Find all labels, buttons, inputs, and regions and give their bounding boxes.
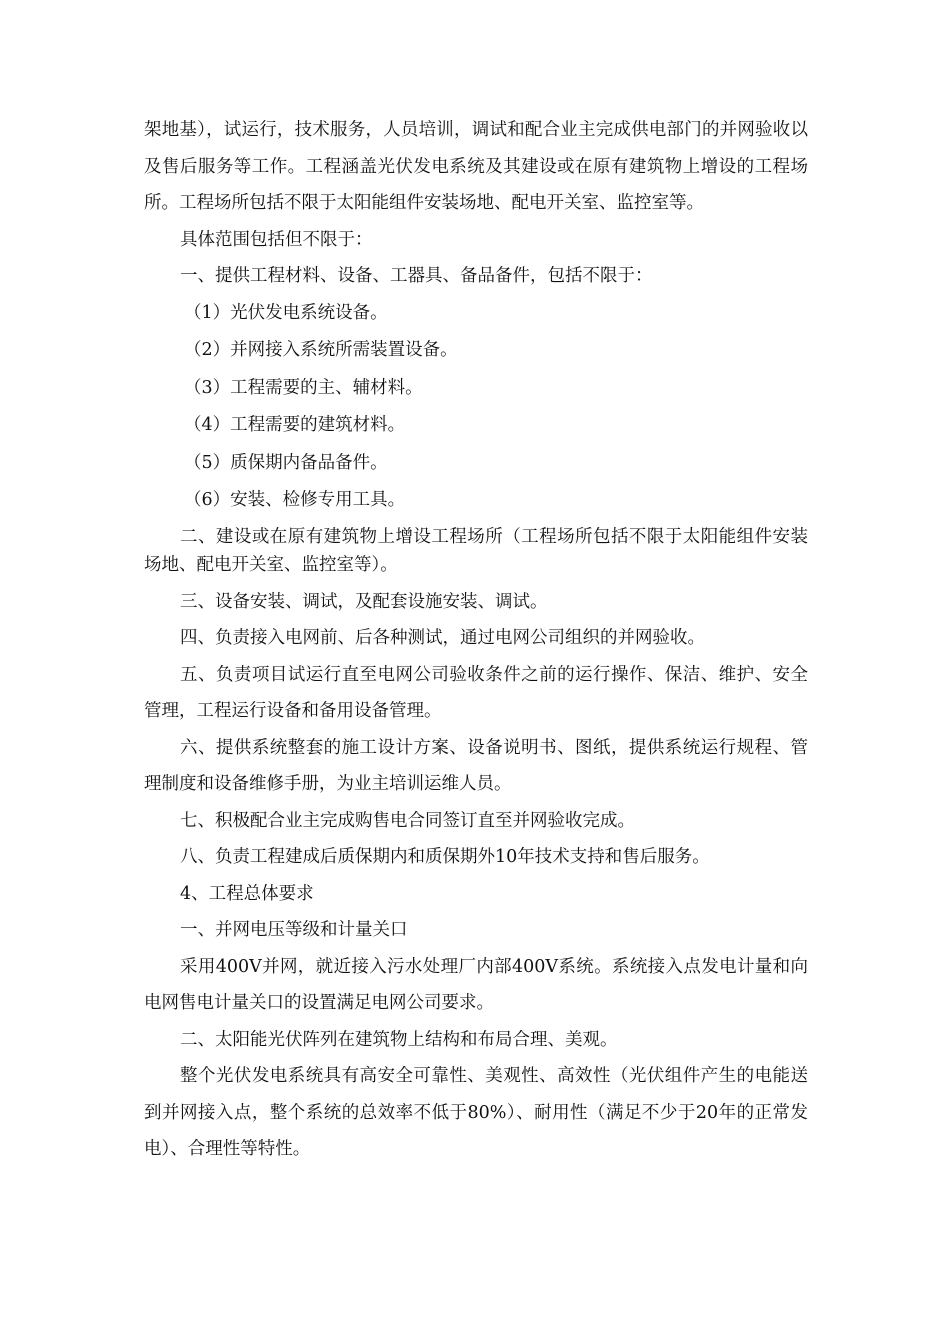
paragraph-section-2: 二、建设或在原有建筑物上增设工程场所（工程场所包括不限于太阳能组件安装场地、配电开关室、监控室等）。 <box>144 526 808 575</box>
paragraph-system-characteristics: 整个光伏发电系统具有高安全可靠性、美观性、高效性（光伏组件产生的电能送到并网接入点，整个系统的总效率不低于80%）、耐用性（满足不少于20年的正常发电）、合理性等特性。 <box>144 1066 808 1159</box>
list-item: （6）安装、检修专用工具。 <box>184 490 406 510</box>
paragraph-specific-scope: 具体范围包括但不限于： <box>180 229 373 250</box>
paragraph-scope-continuation: 架地基），试运行，技术服务，人员培训，调试和配合业主完成供电部门的并网验收以及售后服务等工作。工程涵盖光伏发电系统及其建设或在原有建筑物上增设的工程场所。工程场所包括不限于太阳能组件安装场地、配电开关室、监控室等。 <box>144 120 808 213</box>
paragraph-section-6: 六、提供系统整套的施工设计方案、设备说明书、图纸，提供系统运行规程、管理制度和设备维修手册，为业主培训运维人员。 <box>144 737 808 794</box>
heading-grid-voltage: 一、并网电压等级和计量关口 <box>180 920 408 940</box>
list-item: （5）质保期内备品备件。 <box>184 452 388 473</box>
paragraph-section-5: 五、负责项目试运行直至电网公司验收条件之前的运行操作、保洁、维护、安全管理，工程运行设备和备用设备管理。 <box>144 664 808 721</box>
paragraph-section-1: 一、提供工程材料、设备、工器具、备品备件，包括不限于： <box>180 266 653 286</box>
heading-pv-array-layout: 二、太阳能光伏阵列在建筑物上结构和布局合理、美观。 <box>180 1029 618 1050</box>
paragraph-section-3: 三、设备安装、调试，及配套设施安装、调试。 <box>180 591 548 612</box>
list-item: （1）光伏发电系统设备。 <box>184 302 388 323</box>
paragraph-section-4: 四、负责接入电网前、后各种测试，通过电网公司组织的并网验收。 <box>180 628 705 648</box>
heading-overall-requirements: 4、工程总体要求 <box>180 883 314 904</box>
document-body <box>144 112 808 1168</box>
list-item: （4）工程需要的建筑材料。 <box>184 415 406 435</box>
paragraph-section-8: 八、负责工程建成后质保期内和质保期外10年技术支持和售后服务。 <box>180 847 710 867</box>
paragraph-section-7: 七、积极配合业主完成购售电合同签订直至并网验收完成。 <box>180 810 635 831</box>
list-item: （2）并网接入系统所需装置设备。 <box>184 340 458 360</box>
paragraph-grid-connection: 采用400V并网，就近接入污水处理厂内部400V系统。系统接入点发电计量和向电网售电计量关口的设置满足电网公司要求。 <box>144 956 808 1013</box>
list-item: （3）工程需要的主、辅材料。 <box>184 377 423 398</box>
